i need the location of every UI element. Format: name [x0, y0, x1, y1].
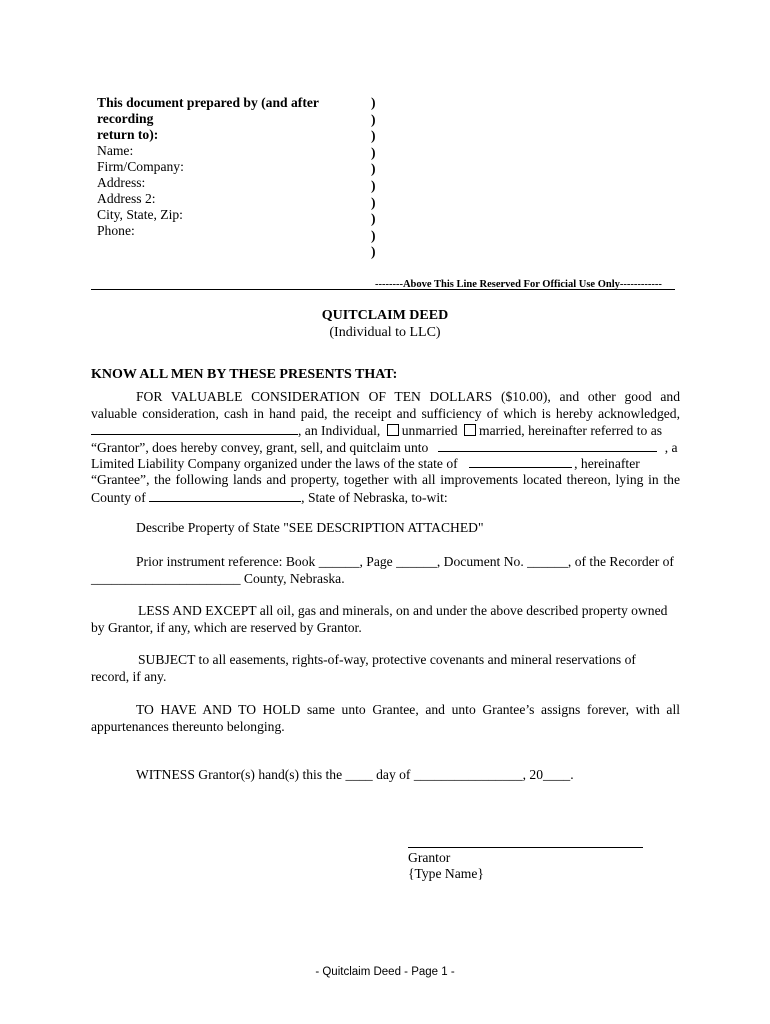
footer-doc-name: - Quitclaim Deed -: [315, 966, 412, 978]
city-state-zip-field-label: City, State, Zip:: [97, 207, 183, 222]
grantor-signature-line[interactable]: [408, 847, 643, 848]
consideration-line-4: [91, 439, 680, 456]
paren: ): [371, 95, 376, 110]
llc-organized-text: Limited Liability Company organized under the laws of the state of: [91, 456, 458, 472]
know-all-men-heading: KNOW ALL MEN BY THESE PRESENTS THAT:: [91, 367, 398, 382]
grantor-label: Grantor: [408, 850, 451, 865]
individual-text: , an Individual,: [298, 423, 381, 439]
official-use-divider: [91, 289, 675, 290]
paren: ): [371, 211, 376, 227]
consideration-paragraph: [91, 389, 680, 505]
a-text: , a: [664, 439, 678, 455]
page-number: Page 1: [411, 966, 448, 978]
paren: ): [371, 177, 376, 193]
less-and-except-paragraph: [91, 603, 680, 636]
grantor-conveys-text: “Grantor”, does hereby convey, grant, sell, and quitclaim unto: [91, 439, 429, 455]
prior-instrument-line-2: ______________________ County, Nebraska.: [91, 570, 345, 586]
phone-field-label: Phone:: [97, 223, 135, 238]
return-to-label: return to):: [97, 127, 159, 142]
paren: ): [371, 244, 376, 260]
subject-to-line-2: record, if any.: [91, 668, 167, 684]
page-footer: [0, 964, 770, 981]
parenthesis-column: [371, 95, 385, 261]
prior-instrument-paragraph: [91, 554, 680, 587]
hereinafter-text: , hereinafter: [574, 456, 640, 472]
footer-suffix: -: [447, 966, 455, 978]
unmarried-checkbox[interactable]: [387, 424, 399, 436]
married-checkbox[interactable]: [464, 424, 476, 436]
prepared-by-label: This document prepared by (and after recording: [97, 95, 319, 126]
less-and-except-line-2: by Grantor, if any, which are reserved by Grantor.: [91, 619, 362, 635]
married-label: married, hereinafter referred to as: [479, 423, 663, 439]
consideration-line-6: “Grantee”, the following lands and property, together with all improvements located thereon, lying in the: [91, 471, 680, 487]
consideration-line-5: [91, 455, 680, 472]
paren: ): [371, 161, 376, 177]
property-description: Describe Property of State "SEE DESCRIPTION ATTACHED": [136, 520, 484, 535]
paren: ): [371, 194, 376, 210]
paren: ): [371, 227, 376, 243]
firm-field-label: Firm/Company:: [97, 159, 184, 174]
state-of-nebraska-text: , State of Nebraska, to-wit:: [301, 489, 448, 505]
address2-field-label: Address 2:: [97, 191, 156, 206]
subject-to-paragraph: [91, 652, 680, 685]
preparer-block: [97, 95, 377, 239]
paren: ): [371, 111, 376, 127]
document-title: QUITCLAIM DEED: [321, 308, 449, 323]
less-and-except-line-1: LESS AND EXCEPT all oil, gas and minerals, on and under the above described property owned: [138, 603, 668, 618]
consideration-line-1: FOR VALUABLE CONSIDERATION OF TEN DOLLARS ($10.00), and other good and: [136, 389, 680, 404]
county-of-label: County of: [91, 489, 146, 505]
consideration-line-2: valuable consideration, cash in hand paid, the receipt and sufficiency of which is hereby acknowledged,: [91, 405, 680, 421]
subject-to-line-1: SUBJECT to all easements, rights-of-way, protective covenants and mineral reservations of: [138, 652, 636, 667]
grantor-name-blank[interactable]: [91, 422, 298, 435]
name-field-label: Name:: [97, 143, 134, 158]
paren: ): [371, 128, 376, 144]
consideration-line-3: [91, 422, 680, 439]
consideration-line-7: [91, 489, 680, 506]
official-use-notice: --------Above This Line Reserved For Official Use Only------------: [375, 279, 662, 290]
habendum-line-1: TO HAVE AND TO HOLD same unto Grantee, and unto Grantee’s assigns forever, with all: [136, 702, 680, 717]
witness-clause: WITNESS Grantor(s) hand(s) this the ____ day of ________________, 20____.: [136, 767, 574, 782]
unmarried-label: unmarried: [401, 423, 458, 439]
habendum-line-2: appurtenances thereunto belonging.: [91, 718, 285, 734]
prior-instrument-line-1: Prior instrument reference: Book ______, Page ______, Document No. ______, of the Recorder of: [136, 554, 674, 569]
habendum-paragraph: [91, 702, 680, 735]
county-blank[interactable]: [149, 489, 301, 502]
type-name-label: {Type Name}: [408, 866, 484, 881]
document-subtitle: (Individual to LLC): [329, 325, 441, 340]
state-blank[interactable]: [469, 455, 572, 468]
address-field-label: Address:: [97, 175, 146, 190]
grantee-name-blank[interactable]: [438, 439, 657, 452]
paren: ): [371, 144, 376, 160]
